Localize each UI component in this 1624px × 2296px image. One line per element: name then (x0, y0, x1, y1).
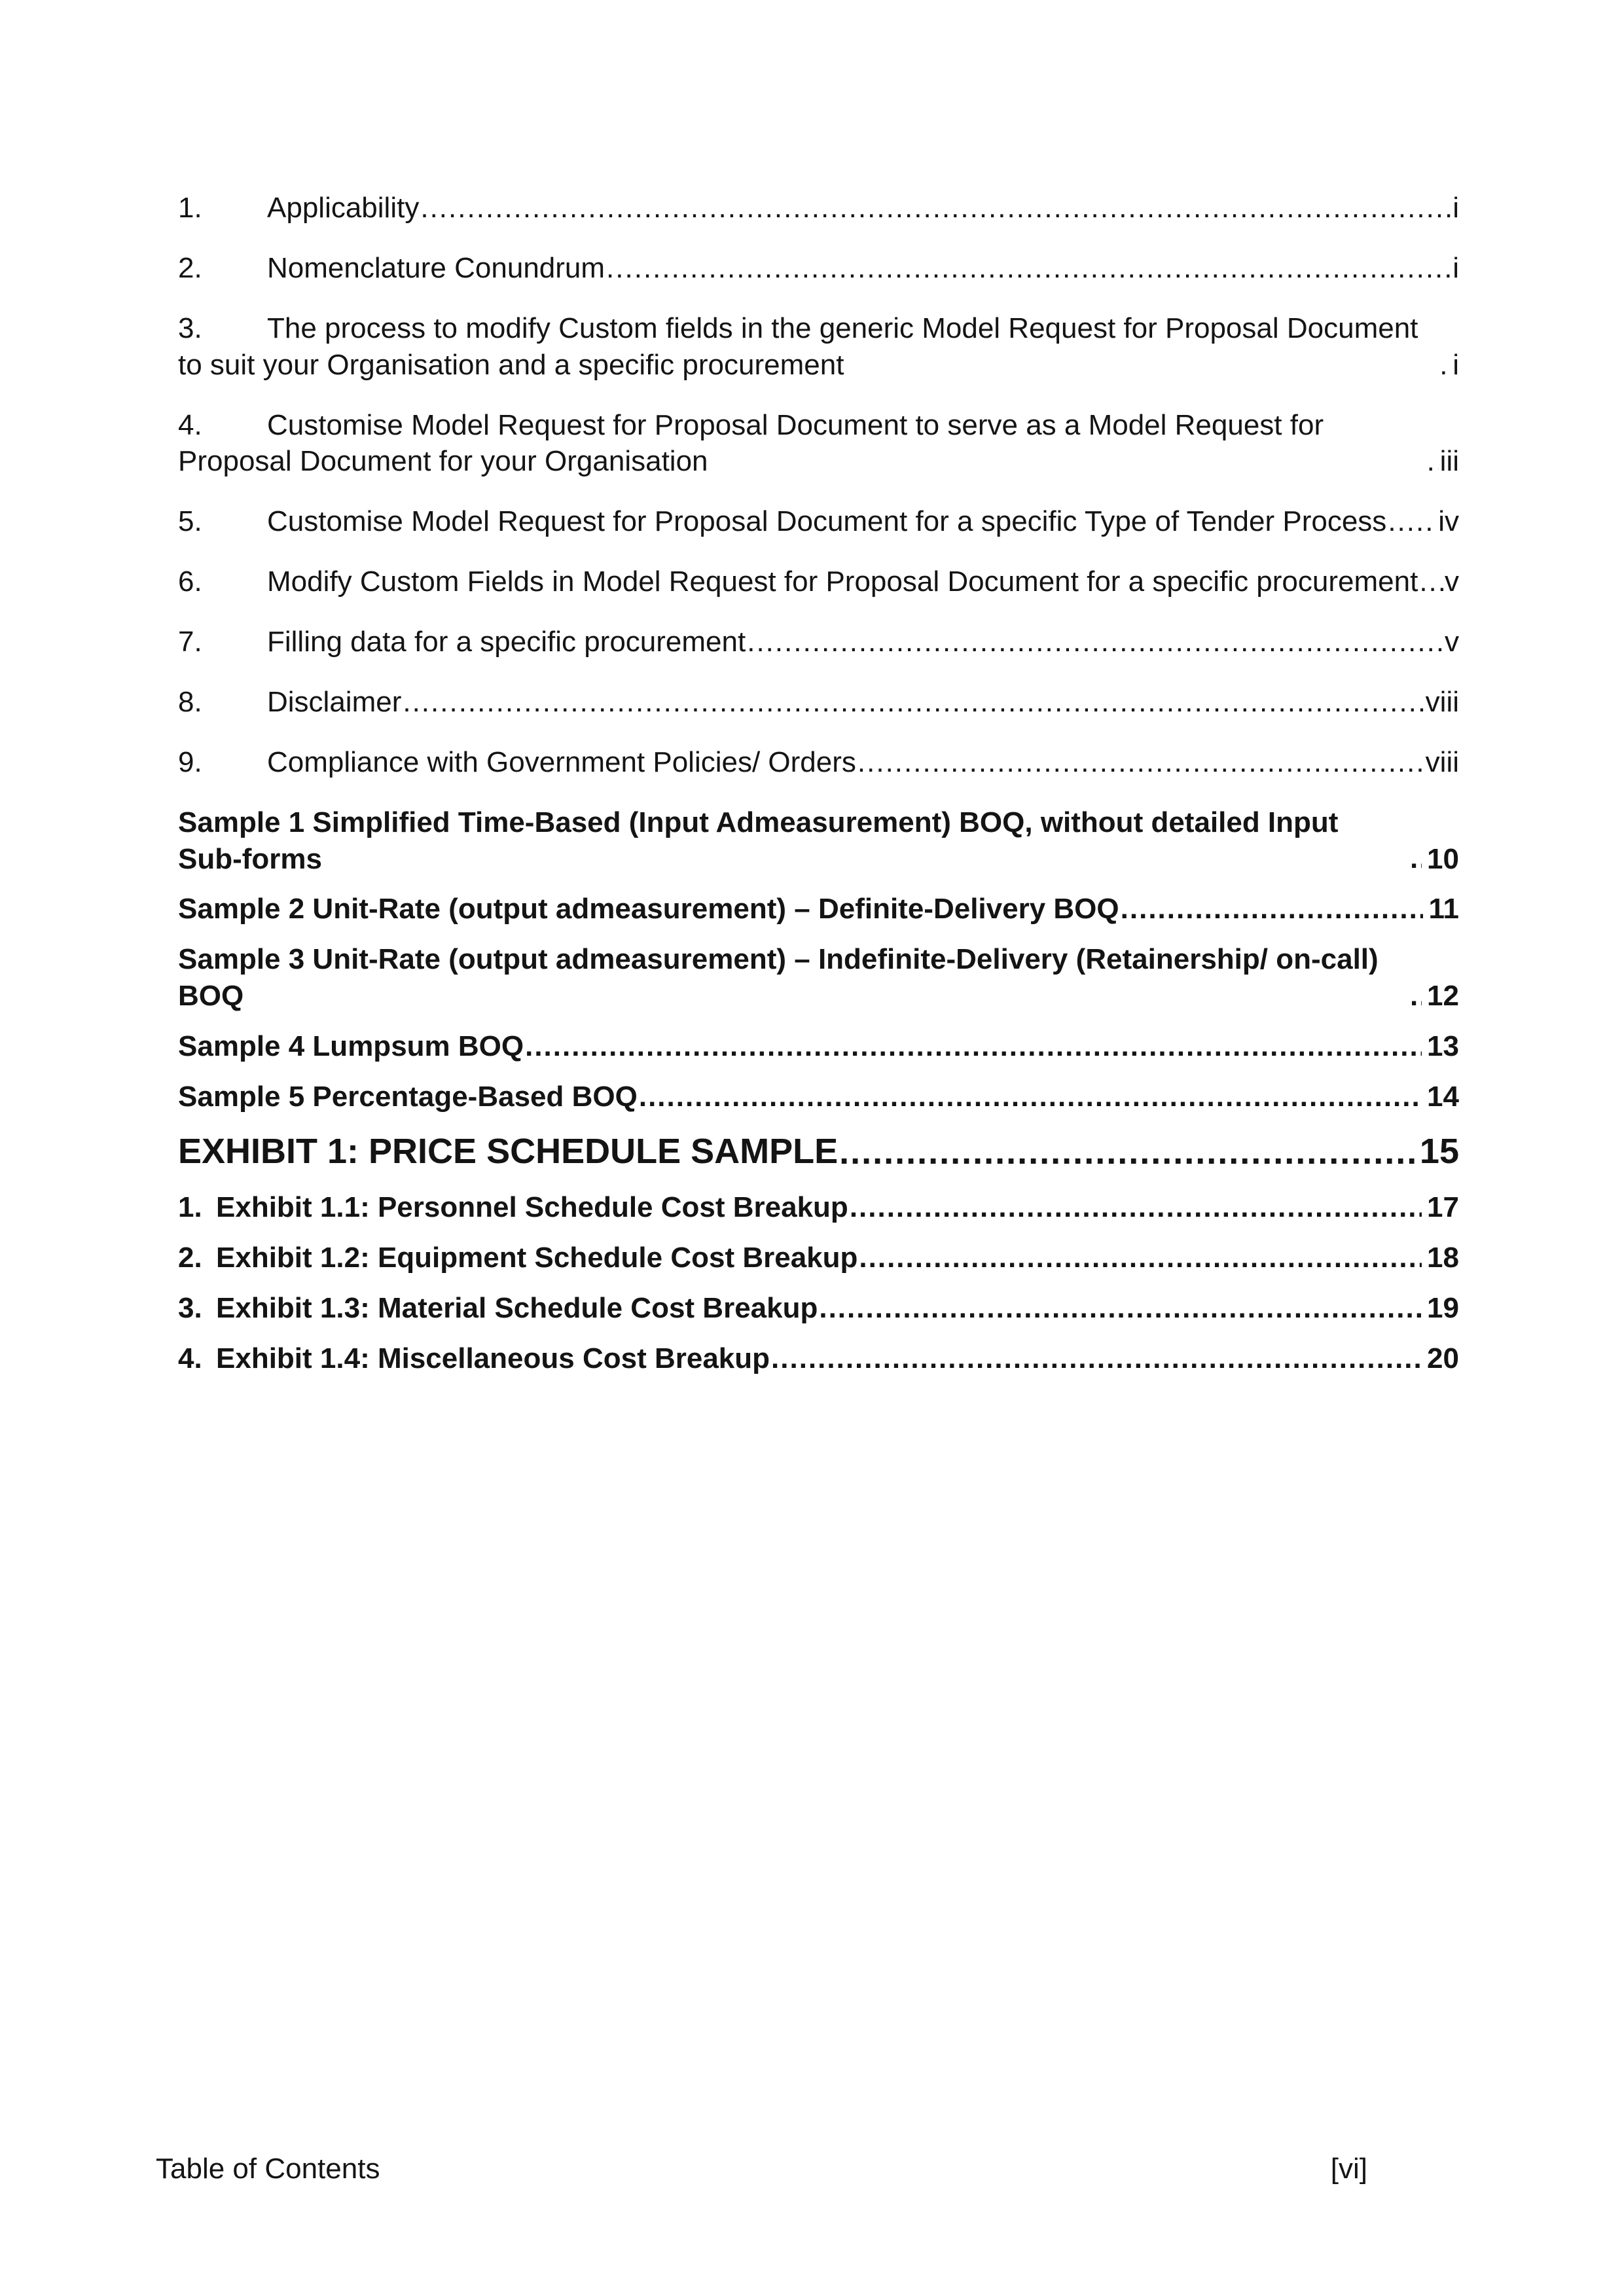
toc-entry-page-number: viii (1425, 745, 1459, 778)
toc-entry-content (178, 503, 1386, 540)
toc-entry-title: Sample 3 Unit-Rate (output admeasurement) – Indefinite-Delivery (Retainership/ on-call) BOQ (178, 943, 1379, 1013)
toc-entry-page-number: v (1445, 626, 1459, 658)
toc-entry[interactable] (178, 250, 1459, 287)
dot-leader (1386, 507, 1437, 540)
toc-entry-title: Sample 4 Lumpsum BOQ (178, 1030, 524, 1062)
toc-entry-title: Exhibit 1.2: Equipment Schedule Cost Breakup (216, 1242, 858, 1274)
toc-entry-number: 3. (178, 1292, 202, 1325)
toc-entry-title: Sample 5 Percentage-Based BOQ (178, 1080, 638, 1113)
footer-page-number: [vi] (1330, 2153, 1367, 2185)
toc-entry-page-number: 18 (1427, 1242, 1459, 1274)
page-footer (156, 2152, 1459, 2187)
toc-entry-content (178, 1129, 838, 1174)
toc-entry-page-number: 10 (1427, 842, 1459, 875)
toc-entry-page-number: 19 (1427, 1292, 1459, 1325)
dot-leader (1426, 447, 1439, 480)
toc-entry-page-number: 13 (1427, 1030, 1459, 1062)
toc-entry[interactable] (178, 684, 1459, 721)
toc-entry-title: Modify Custom Fields in Model Request for Proposal Document for a specific procurement (267, 565, 1418, 598)
toc-entry-number: 3. (178, 312, 202, 344)
toc-entry-number: 6. (178, 565, 202, 598)
toc-entry[interactable] (178, 1189, 1459, 1226)
toc-entry-content (178, 190, 419, 226)
toc-list (178, 190, 1459, 1377)
toc-entry-title: Exhibit 1.1: Personnel Schedule Cost Breakup (216, 1191, 848, 1224)
toc-entry-content (178, 564, 1418, 600)
toc-entry-content (178, 1240, 857, 1276)
toc-entry-number: 4. (178, 1342, 202, 1374)
toc-entry-content (178, 941, 1409, 1014)
toc-entry-content (178, 624, 746, 660)
toc-entry-page-number: viii (1425, 685, 1459, 718)
dot-leader (419, 194, 1451, 226)
toc-entry[interactable] (178, 310, 1459, 384)
toc-entry[interactable] (178, 624, 1459, 660)
toc-entry-page-number: 17 (1427, 1191, 1459, 1224)
dot-leader (1438, 351, 1451, 384)
toc-entry-number: 2. (178, 251, 202, 284)
toc-entry-title: Customise Model Request for Proposal Document to serve as a Model Request for Proposal Document for your Organisation (178, 408, 1324, 478)
toc-entry[interactable] (178, 503, 1459, 540)
toc-entry[interactable] (178, 1079, 1459, 1115)
toc-entry[interactable] (178, 190, 1459, 226)
toc-entry-page-number: i (1453, 348, 1459, 381)
toc-entry[interactable] (178, 407, 1459, 480)
toc-entry-title: Disclaimer (267, 685, 402, 718)
dot-leader (818, 1294, 1422, 1327)
toc-entry[interactable] (178, 744, 1459, 781)
toc-entry[interactable] (178, 1129, 1459, 1174)
toc-entry-page-number: v (1445, 565, 1459, 598)
footer-section-title: Table of Contents (156, 2153, 380, 2185)
toc-entry-page-number: i (1453, 251, 1459, 284)
toc-entry-content (178, 804, 1409, 878)
toc-entry-title: EXHIBIT 1: PRICE SCHEDULE SAMPLE (178, 1131, 839, 1171)
toc-entry[interactable] (178, 564, 1459, 600)
dot-leader (856, 748, 1424, 781)
toc-entry-content (178, 744, 856, 781)
toc-entry-page-number: iii (1439, 445, 1459, 478)
toc-entry[interactable] (178, 891, 1459, 927)
dot-leader (1409, 982, 1422, 1014)
toc-entry-content (178, 250, 605, 287)
toc-entry-page-number: 11 (1428, 893, 1459, 925)
toc-entry[interactable] (178, 804, 1459, 878)
toc-entry-number: 1. (178, 192, 202, 224)
toc-entry-title: Filling data for a specific procurement (267, 626, 746, 658)
toc-entry-number: 5. (178, 505, 202, 538)
toc-entry-title: Sample 2 Unit-Rate (output admeasurement) – Definite-Delivery BOQ (178, 893, 1119, 925)
toc-entry-content (178, 1340, 770, 1377)
toc-entry-page-number: 20 (1427, 1342, 1459, 1374)
toc-entry-title: Applicability (267, 192, 420, 224)
toc-entry-page-number: iv (1438, 505, 1459, 538)
toc-entry-number: 2. (178, 1242, 202, 1274)
dot-leader (770, 1344, 1422, 1377)
toc-entry[interactable] (178, 1340, 1459, 1377)
toc-entry-page-number: 15 (1419, 1131, 1459, 1171)
toc-entry-title: Exhibit 1.3: Material Schedule Cost Breakup (216, 1292, 818, 1325)
toc-entry-title: Exhibit 1.4: Miscellaneous Cost Breakup (216, 1342, 770, 1374)
toc-entry-page-number: 14 (1427, 1080, 1459, 1113)
dot-leader (1418, 567, 1443, 600)
toc-entry-title: Customise Model Request for Proposal Document for a specific Type of Tender Process (267, 505, 1387, 538)
toc-entry-title: Sample 1 Simplified Time-Based (Input Admeasurement) BOQ, without detailed Input Sub-forms (178, 806, 1339, 875)
toc-entry-content (178, 891, 1119, 927)
dot-leader (1119, 895, 1424, 927)
toc-entry[interactable] (178, 1028, 1459, 1065)
dot-leader (857, 1244, 1422, 1276)
toc-entry-title: Nomenclature Conundrum (267, 251, 605, 284)
toc-entry-content (178, 1189, 848, 1226)
toc-entry-number: 8. (178, 685, 202, 718)
dot-leader (401, 688, 1424, 721)
toc-entry-content (178, 684, 401, 721)
dot-leader (605, 254, 1451, 287)
toc-entry-content (178, 1079, 638, 1115)
toc-entry-content (178, 407, 1426, 480)
toc-entry-content (178, 310, 1438, 384)
toc-entry-title: The process to modify Custom fields in the generic Model Request for Proposal Document to suit your Organisation and a specific procurement (178, 312, 1418, 381)
toc-entry[interactable] (178, 941, 1459, 1014)
dot-leader (848, 1193, 1422, 1226)
toc-entry-number: 7. (178, 626, 202, 658)
toc-entry-content (178, 1290, 818, 1327)
dot-leader (746, 628, 1443, 660)
toc-entry-number: 9. (178, 745, 202, 778)
toc-entry-page-number: 12 (1427, 980, 1459, 1013)
dot-leader (1409, 844, 1422, 877)
toc-entry[interactable] (178, 1290, 1459, 1327)
toc-entry[interactable] (178, 1240, 1459, 1276)
toc-entry-number: 4. (178, 408, 202, 441)
dot-leader (838, 1134, 1415, 1174)
toc-entry-content (178, 1028, 524, 1065)
toc-entry-title: Compliance with Government Policies/ Orders (267, 745, 856, 778)
toc-entry-number: 1. (178, 1191, 202, 1224)
toc-entry-page-number: i (1453, 192, 1459, 224)
dot-leader (638, 1083, 1422, 1115)
dot-leader (524, 1032, 1422, 1065)
